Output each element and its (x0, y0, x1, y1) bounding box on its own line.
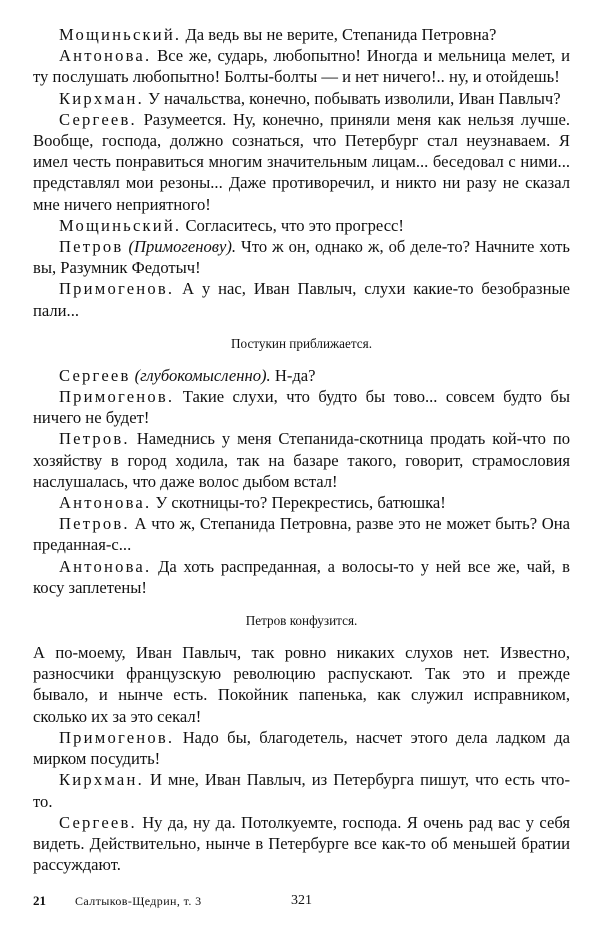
speaker-name: Петров. (59, 514, 130, 534)
line-text: Согласитесь, что это прогресс! (185, 215, 404, 235)
dialogue-line (33, 428, 570, 492)
speaker-name: Кирхман. (59, 88, 144, 108)
stage-direction: Постукин приближается. (231, 335, 372, 351)
dialogue-line (33, 769, 570, 811)
stage-direction: Петров конфузится. (245, 613, 358, 629)
dialogue-line (33, 727, 570, 769)
speaker-name: Петров (59, 237, 124, 257)
line-text: Все же, сударь, любопытно! Иногда и мельница мелет, и ту послушать любопытно! Болты-болты — и нет ничего!.. ну, и отойдешь! (33, 46, 570, 87)
speaker-name: Антонова. (59, 493, 152, 513)
line-text: Что ж он, однако ж, об деле-то? Начните хоть вы, Разумник Федотыч! (33, 237, 570, 278)
line-text: Н-да? (274, 365, 316, 385)
signature-text: Салтыков-Щедрин, т. 3 (75, 894, 202, 908)
dialogue-line (33, 812, 570, 876)
page-number: 321 (291, 893, 312, 908)
line-text: Надо бы, благодетель, насчет этого дела ладком да мирком посудить! (33, 727, 571, 769)
line-text: Разумеется. Ну, конечно, приняли меня как нельзя лучше. Вообще, господа, должно сознаться, что Петербург стал неузнаваем. Я имел честь понравиться многим значительным лицам... беседовал с ними... представлял мои резоны... Даже противоречил, и никто ни разу не сказал мне ничего неприятного! (33, 109, 570, 214)
speaker-name: Примогенов. (59, 727, 175, 747)
dialogue-line (33, 642, 570, 727)
signature-number: 21 (33, 893, 46, 908)
line-text: Намеднись у меня Степанида-скотница продать кой-что по хозяйству в город ходила, так на базаре такого, говорит, страмословия наслушалась, что даже волос дыбом встал! (33, 429, 571, 491)
dialogue-line (33, 386, 570, 428)
dialogue-line (33, 236, 570, 278)
dialogue-line (33, 109, 570, 215)
line-text: А что ж, Степанида Петровна, разве это не может быть? Она преданная-с... (33, 514, 570, 555)
speaker-name: Сергеев (59, 365, 131, 385)
speaker-name: Мощиньский. (59, 215, 182, 235)
play-text (33, 24, 570, 875)
line-text: У скотницы-то? Перекрестись, батюшка! (155, 493, 446, 513)
speaker-name: Сергеев. (59, 812, 137, 832)
dialogue-line (33, 492, 570, 513)
line-text: Такие слухи, что будто бы тово... совсем будто бы ничего не будет! (33, 387, 570, 428)
dialogue-line (33, 24, 570, 45)
stage-direction-inline: (Примогенову). (128, 237, 237, 257)
dialogue-line (33, 45, 570, 87)
line-text: Да хоть распреданная, а волосы-то у ней все же, чай, в косу заплетены! (33, 556, 570, 597)
speaker-name: Примогенов. (59, 279, 175, 299)
speaker-name: Антонова. (59, 46, 152, 66)
speaker-name: Кирхман. (59, 770, 144, 790)
line-text: А по-моему, Иван Павлыч, так ровно никаких слухов нет. Известно, разносчики французскую революцию распускают. Так это и прежде бывало, и нынче есть. Покойник папенька, как служил исправником, сколько их за это секал! (33, 643, 570, 726)
line-text: У начальства, конечно, побывать изволили, Иван Павлыч? (148, 88, 561, 108)
line-text: Ну да, ну да. Потолкуемте, господа. Я очень рад вас у себя видеть. Действительно, нынче в Петербурге все как-то об меньшей братии рассуждают. (33, 812, 570, 875)
speaker-name: Антонова. (59, 556, 152, 576)
dialogue-line (33, 278, 570, 320)
speaker-name: Петров. (59, 429, 130, 449)
dialogue-line (33, 513, 570, 555)
line-text: И мне, Иван Павлыч, из Петербурга пишут, что есть что-то. (33, 770, 571, 811)
speaker-name: Сергеев. (59, 109, 137, 129)
speaker-name: Мощиньский. (59, 25, 182, 44)
dialogue-line (33, 556, 570, 598)
dialogue-line (33, 365, 570, 386)
dialogue-line (33, 215, 570, 236)
speaker-name: Примогенов. (59, 387, 175, 407)
dialogue-line (33, 88, 570, 109)
stage-direction-inline: (глубокомысленно). (134, 365, 271, 385)
line-text: Да ведь вы не верите, Степанида Петровна? (185, 25, 497, 44)
line-text: А у нас, Иван Павлыч, слухи какие-то безобразные пали... (33, 279, 570, 320)
